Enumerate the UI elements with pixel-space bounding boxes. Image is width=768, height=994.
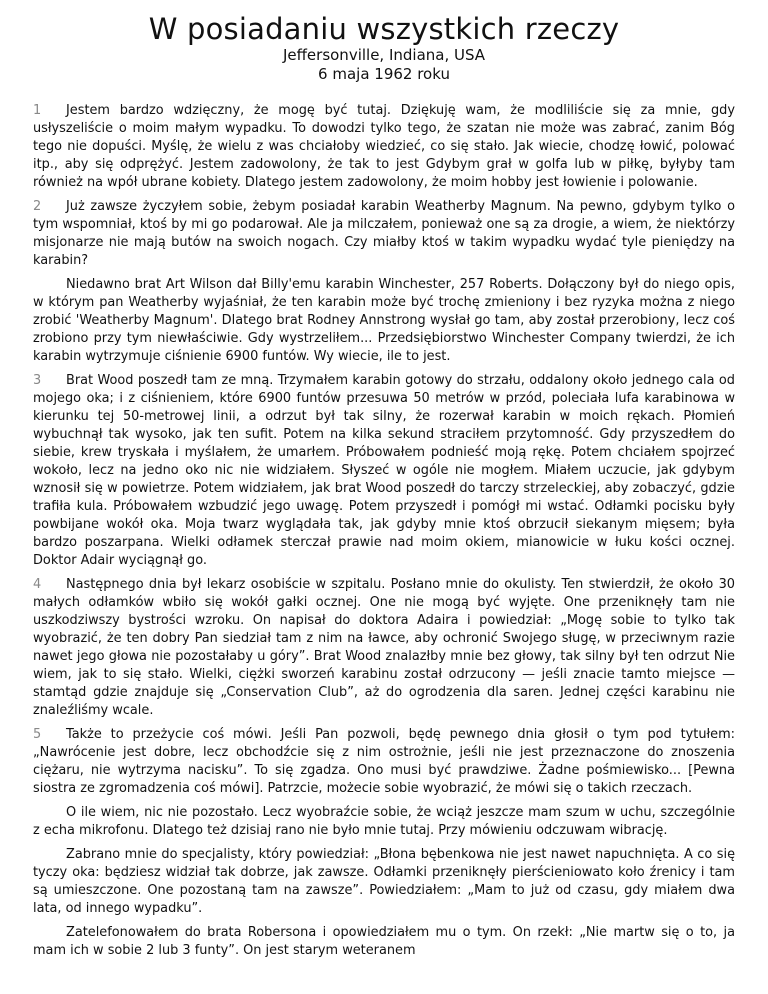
- paragraph-text: Brat Wood poszedł tam ze mną. Trzymałem karabin gotowy do strzału, oddalony około jednego cala od mojego oka; i z ciśnieniem, które 6900 funtów przesuwa 50 metrów w przód, poleciała lufa karabinowa w kierunku tej 50-metrowej linii, a odrzut był tak silny, że rozerwał karabin w moich rękach. Płomień wybuchnął tak wysoko, jak ten sufit. Potem na kilka sekund straciłem przytomność. Gdy przyszedłem do siebie, krew tryskała i myślałem, że umarłem. Próbowałem podnieść moją rękę. Potem chciałem spojrzeć wokoło, lecz na jedno oko nic nie widziałem. Słyszeć w ogóle nie mogłem. Miałem uczucie, jak gdybym wznosił się w powietrze. Potem widziałem, jak brat Wood poszedł do tarczy strzeleckiej, aby zobaczyć, gdzie trafiła kula. Próbowałem wzbudzić jego uwagę. Potem przyszedł i pomógł mi wstać. Odłamki pocisku były powbijane wokół oka. Moja twarz wyglądała tak, jak gdyby mnie ktoś obrzucił siekanym mięsem; była bardzo poszarpana. Wielki odłamek sterczał prawie nad moim okiem, mianowicie w łuku kości ocznej. Doktor Adair wyciągnął go.: [33, 373, 735, 568]
- paragraph-5c: [33, 846, 735, 918]
- paragraph-text: Także to przeżycie coś mówi. Jeśli Pan pozwoli, będę pewnego dnia głosił o tym pod tytułem: „Nawrócenie jest dobre, lecz obchodźcie się z nim ostrożnie, jeśli nie jest przeznaczone do znoszenia ciężaru, nie wytrzyma nacisku”. To się zgadza. Ono musi być prawdziwe. Żadne pośmiewisko... [Pewna siostra ze zgromadzenia coś mówi]. Patrzcie, możecie sobie wyobrazić, że mówi się o takich rzeczach.: [33, 727, 735, 796]
- paragraph-number: 1: [33, 103, 42, 118]
- paragraph-text: Zabrano mnie do specjalisty, który powiedział: „Błona bębenkowa nie jest nawet napuchnięta. A co się tyczy oka: będziesz widział tak dobrze, jak zawsze. Odłamki przeniknęły pierścieniowato koło źrenicy i tam są umieszczone. One pozostaną tam na zawsze”. Powiedziałem: „Mam to już od czasu, gdy miałem dwa lata, od innego wypadku”.: [33, 847, 735, 916]
- paragraph-5d: [33, 924, 735, 960]
- document-place: Jeffersonville, Indiana, USA: [282, 46, 486, 64]
- document-date: 6 maja 1962 roku: [318, 65, 450, 83]
- paragraph-text: Zatelefonowałem do brata Robersona i opowiedziałem mu o tym. On rzekł: „Nie martw się o to, ja mam ich w sobie 2 lub 3 funty”. On jest starym weteranem: [33, 925, 735, 958]
- document-body: [0, 102, 768, 960]
- paragraph-number: 3: [33, 373, 42, 388]
- paragraph-5b: [33, 804, 735, 840]
- paragraph-text: Następnego dnia był lekarz osobiście w szpitalu. Posłano mnie do okulisty. Ten stwierdził, że około 30 małych odłamków wbiło się wokół gałki ocznej. One nie mogą być wyjęte. One przeniknęły tam nie uszkodziwszy bystrości wzroku. On napisał do doktora Adaira i powiedział: „Mogę sobie to tylko tak wyobrazić, że ten dobry Pan siedział tam z nim na ławce, aby ochronić Swojego sługę, w przeciwnym razie nawet jego głowa nie pozostałaby u góry”. Brat Wood znalazłby mnie bez głowy, tak silny był ten odrzut Nie wiem, jak to się stało. Wielki, ciężki sworzeń karabinu został odrzucony — jeśli znacie tamto miejsce — stamtąd gdzie znajduje się „Conservation Club”, aż do ogrodzenia dla saren. Jednej części karabinu nie znaleźliśmy wcale.: [33, 577, 735, 718]
- paragraph-3: [33, 372, 735, 570]
- paragraph-1: [33, 102, 735, 192]
- paragraph-2: [33, 198, 735, 270]
- paragraph-text: Niedawno brat Art Wilson dał Billy'emu karabin Winchester, 257 Roberts. Dołączony był do niego opis, w którym pan Weatherby wyjaśniał, że ten karabin może być trochę zmieniony i bez ryzyka można z niego zrobić 'Weatherby Magnum'. Dlatego brat Rodney Annstrong wysłał go tam, aby został przerobiony, lecz coś zrobiono przy tym niewłaściwie. Gdy wystrzeliłem... Przedsiębiorstwo Winchester Company twierdzi, że ich karabin wytrzymuje ciśnienie 6900 funtów. Wy wiecie, ile to jest.: [33, 277, 735, 364]
- paragraph-5: [33, 726, 735, 798]
- paragraph-2b: [33, 276, 735, 366]
- paragraph-number: 2: [33, 199, 42, 214]
- document-title: W posiadaniu wszystkich rzeczy: [148, 12, 620, 46]
- paragraph-number: 5: [33, 727, 42, 742]
- document-header: [0, 12, 768, 84]
- paragraph-4: [33, 576, 735, 720]
- paragraph-text: O ile wiem, nic nie pozostało. Lecz wyobraźcie sobie, że wciąż jeszcze mam szum w uchu, szczególnie z echa mikrofonu. Dlatego też dzisiaj rano nie było mnie tutaj. Przy mówieniu odczuwam wibrację.: [33, 805, 735, 838]
- paragraph-number: 4: [33, 577, 42, 592]
- paragraph-text: Już zawsze życzyłem sobie, żebym posiadał karabin Weatherby Magnum. Na pewno, gdybym tylko o tym wspomniał, ktoś by mi go podarował. Ale ja milczałem, ponieważ one są za drogie, a wiem, że niektórzy misjonarze nie mają butów na swoich nogach. Czy miałby ktoś w takim wypadku wydać tyle pieniędzy na karabin?: [33, 199, 735, 268]
- paragraph-text: Jestem bardzo wdzięczny, że mogę być tutaj. Dziękuję wam, że modliliście się za mnie, gdy usłyszeliście o moim małym wypadku. To dowodzi tylko tego, że szatan nie może was zabrać, zanim Bóg tego nie dopuści. Myślę, że wielu z was chciałoby wiedzieć, co się stało. Jak wiecie, chodzę łowić, polować itp., aby się odprężyć. Jestem zadowolony, że tak to jest Gdybym grał w golfa lub w piłkę, byłyby tam również na wpół ubrane kobiety. Dlatego jestem zadowolony, że moim hobby jest łowienie i polowanie.: [33, 103, 735, 190]
